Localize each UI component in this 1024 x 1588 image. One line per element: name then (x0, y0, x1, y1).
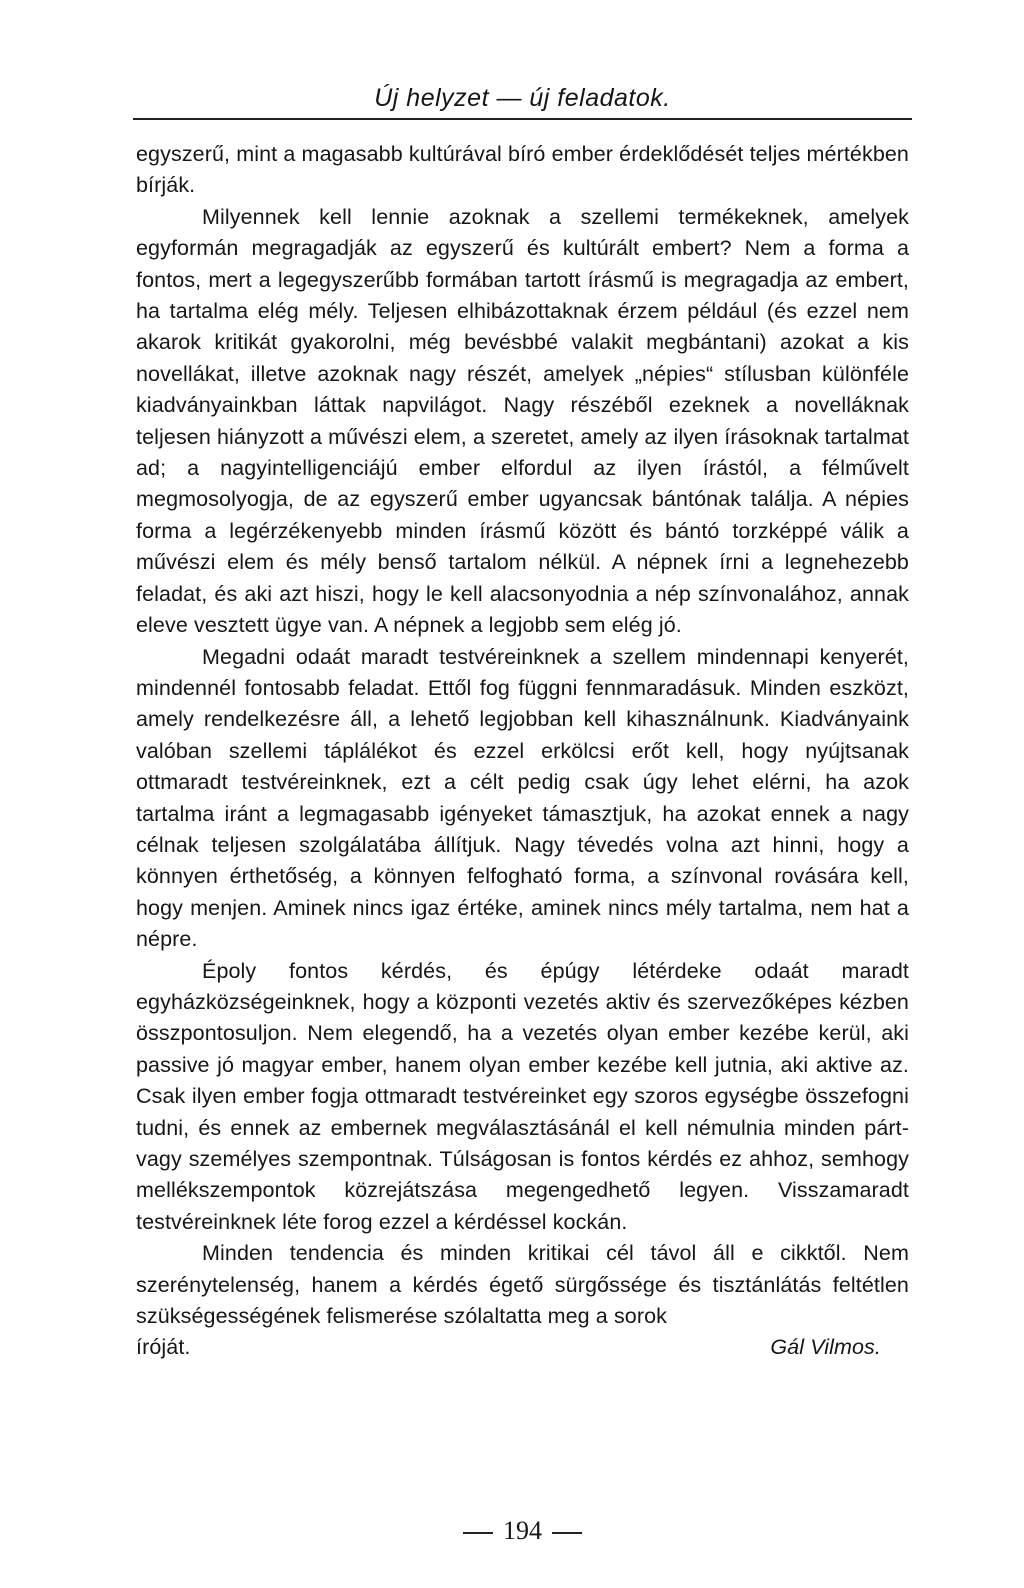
page-number-block (136, 1513, 909, 1549)
article-body (136, 139, 909, 1364)
running-head: Új helyzet — új feladatok. (374, 84, 671, 112)
paragraph-continuation: egyszerű, mint a magasabb kultúrával bíró ember érdeklődését teljes mértékben bírják. (136, 142, 909, 198)
author-signature: Gál Vilmos. (770, 1335, 881, 1360)
paragraph-2: Milyennek kell lennie azoknak a szellemi termékeknek, amelyek egyformán megragadják az egyszerű és kultúrált embert? Nem a forma a fontos, mert a legegyszerűbb formában tartott írásmű is megragadja az embert, ha tartalma elég mély. Teljesen elhibázottaknak érzem például (és ezzel nem akarok kritikát gyakorolni, még bevésbbé valakit megbántani) azokat a kis novellákat, illetve azoknak nagy részét, amelyek „népies“ stílusban különféle kiadványainkban láttak napvilágot. Nagy részéből ezeknek a novelláknak teljesen hiányzott a művészi elem, a szeretet, amely az ilyen írásoknak tartalmat ad; a nagyintelligenciájú ember elfordul az ilyen írástól, a félművelt megmosolyogja, de az egyszerű ember ugyancsak bántónak találja. A népies forma a legérzékenyebb minden írásmű között és bántó torzképpé válik a művészi elem és mély benső tartalom nélkül. A népnek írni a legnehezebb feladat, és aki azt hiszi, hogy le kell alacsonyodnia a nép színvonalához, annak eleve vesztett ügye van. A népnek a legjobb sem elég jó. (136, 204, 909, 638)
paragraph-3: Megadni odaát maradt testvéreinknek a szellem mindennapi kenyerét, mindennél fontosabb feladat. Ettől fog függni fennmaradásuk. Minden eszközt, amely rendelkezésre áll, a lehető legjobban kell kihasználnunk. Kiadványaink valóban szellemi táplálékot és ezzel erkölcsi erőt kell, hogy nyújtsanak ottmaradt testvéreinknek, ezt a célt pedig csak úgy lehet elérni, ha azok tartalma iránt a legmagasabb igényeket támasztjuk, ha azokat ennek a nagy célnak teljesen szolgálatába állítjuk. Nagy tévedés volna azt hinni, hogy a könnyen érthetőség, a könnyen felfogható forma, a színvonal rovására kell, hogy menjen. Aminek nincs igaz értéke, aminek nincs mély tartalma, nem hat a népre. (136, 644, 909, 952)
document-page (136, 78, 909, 1545)
header-rule (133, 118, 912, 120)
page-number-dash-right (552, 1532, 582, 1534)
paragraph-4: Époly fontos kérdés, és épúgy létérdeke odaát maradt egyházközségeinknek, hogy a központi vezetés aktiv és szervezőképes kézben összpontosuljon. Nem elegendő, ha a vezetés olyan ember kezébe kerül, aki passive jó magyar ember, hanem olyan ember kezébe kell jutnia, aki aktive az. Csak ilyen ember fogja ottmaradt testvéreinket egy szoros egységbe összefogni tudni, és ennek az embernek megválasztásánál el kell némulnia minden párt- vagy személyes szempontnak. Túlságosan is fontos kérdés ez ahhoz, semhogy mellékszempontok közrejátszása megengedhető legyen. Visszamaradt testvéreinknek léte forog ezzel a kérdéssel kockán. (136, 958, 909, 1234)
closing-last-word: íróját. (136, 1335, 191, 1360)
page-number: 194 (503, 1516, 542, 1545)
paragraph-closing: Minden tendencia és minden kritikai cél távol áll e cikktől. Nem szerénytelenség, hanem a kérdés égető sürgőssége és tisztánlátás feltétlen szükségességének felismerése szólaltatta meg a sorok (136, 1241, 909, 1329)
page-number-dash-left (463, 1532, 493, 1534)
signature-line (136, 1332, 909, 1363)
